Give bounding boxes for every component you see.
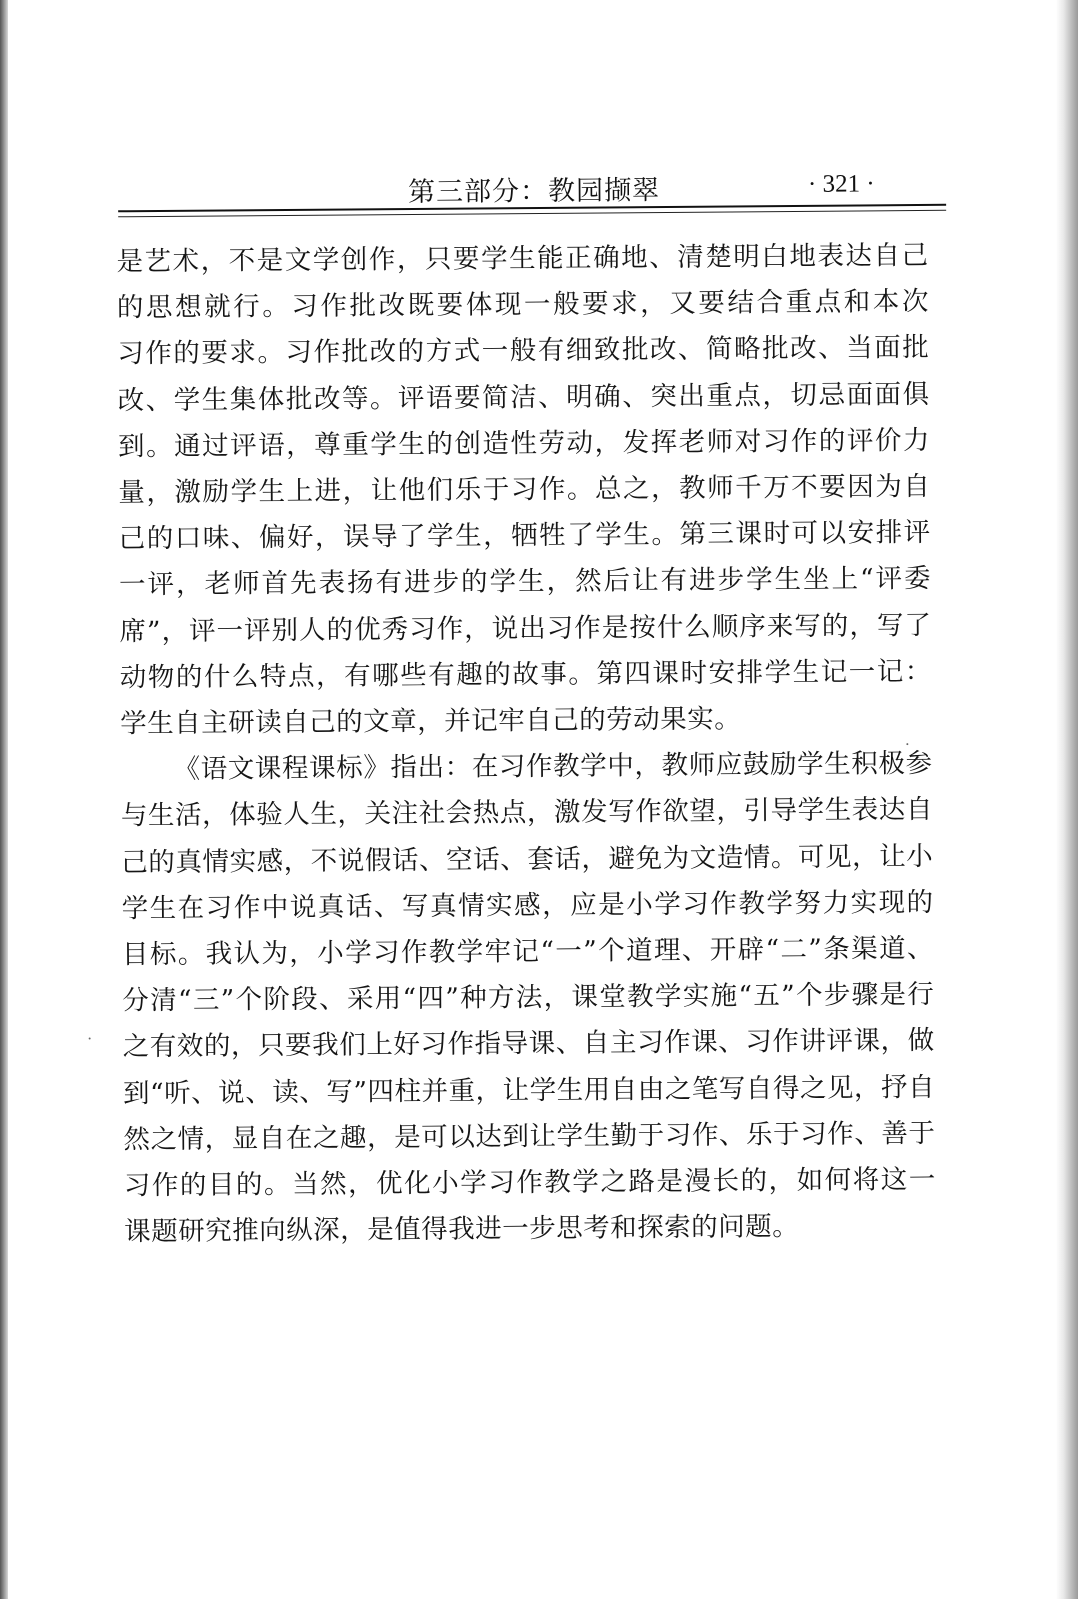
text-line: 己的口味、偏好，误导了学生，牺牲了学生。第三课时可以安排评 bbox=[118, 517, 931, 555]
text-line: 的思想就行。习作批改既要体现一般要求，又要结合重点和本次 bbox=[116, 286, 930, 324]
text-line: 学生自主研读自己的文章，并记牢自己的劳动果实。 bbox=[120, 703, 742, 740]
text-line: 目标。我认为，小学习作教学牢记“一”个道理、开辟“二”条渠道、 bbox=[121, 932, 935, 971]
text-line: 到“听、说、读、写”四柱并重，让学生用自由之笔写自得之见，抒自 bbox=[122, 1071, 936, 1109]
text-line: 课题研究推向纵深，是值得我进一步思考和探索的问题。 bbox=[124, 1211, 800, 1248]
text-line: 与生活，体验人生，关注社会热点，激发写作欲望，引导学生表达自 bbox=[120, 794, 933, 832]
body-text bbox=[116, 233, 936, 1256]
text-line: 习作的目的。当然，优化小学习作教学之路是漫长的，如何将这一 bbox=[123, 1163, 936, 1202]
text-line: 量，激励学生上进，让他们乐于习作。总之，教师千万不要因为自 bbox=[118, 470, 931, 509]
page-number: · 321 · bbox=[807, 170, 875, 198]
section-title: 第三部分：教园撷翠 bbox=[407, 175, 661, 209]
scan-speck bbox=[906, 743, 908, 745]
text-line: 改、学生集体批改等。评语要简洁、明确、突出重点，切忌面面俱 bbox=[117, 378, 930, 416]
text-line: 习作的要求。习作批改的方式一般有细致批改、简略批改、当面批 bbox=[117, 332, 930, 370]
text-line: 分清“三”个阶段、采用“四”种方法，课堂教学实施“五”个步骤是行 bbox=[122, 979, 935, 1017]
text-line: 然之情，显自在之趣，是可以达到让学生勤于习作、乐于习作、善于 bbox=[123, 1117, 936, 1156]
text-line: 是艺术，不是文学创作，只要学生能正确地、清楚明白地表达自己 bbox=[116, 239, 929, 278]
scan-speck bbox=[89, 1038, 91, 1040]
paragraph-2 bbox=[120, 741, 936, 1256]
text-line: 己的真情实感，不说假话、空话、套话，避免为文造情。可见，让小 bbox=[121, 840, 934, 878]
text-line: 一评，老师首先表扬有进步的学生，然后让有进步学生坐上“评委 bbox=[118, 563, 932, 601]
text-line: 《语文课程课标》指出：在习作教学中，教师应鼓励学生积极参 bbox=[173, 748, 933, 786]
text-line: 席”，评一评别人的优秀习作，说出习作是按什么顺序来写的，写了 bbox=[119, 609, 932, 647]
text-line: 到。通过评语，尊重学生的创造性劳动，发挥老师对习作的评价力 bbox=[117, 424, 931, 463]
running-header bbox=[118, 160, 948, 219]
paragraph-1 bbox=[116, 233, 932, 748]
text-line: 动物的什么特点，有哪些有趣的故事。第四课时安排学生记一记： bbox=[119, 655, 932, 694]
text-line: 之有效的，只要我们上好习作指导课、自主习作课、习作讲评课，做 bbox=[122, 1025, 935, 1063]
text-line: 学生在习作中说真话、写真情实感，应是小学习作教学努力实现的 bbox=[121, 886, 934, 925]
